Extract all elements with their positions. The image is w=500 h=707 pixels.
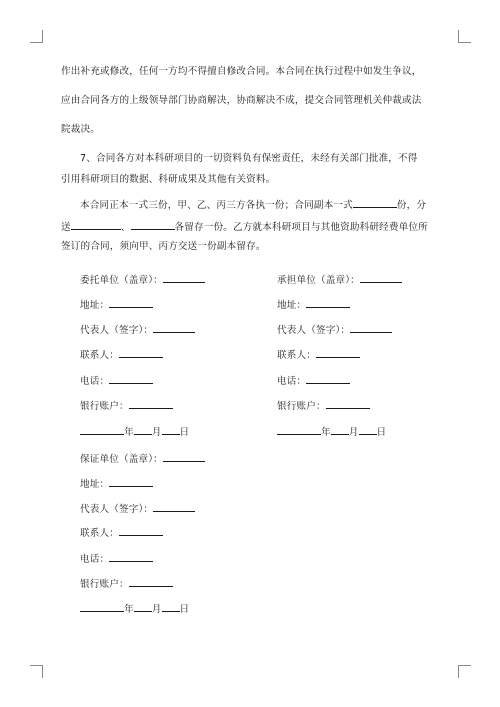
- month-label: 月: [151, 427, 162, 438]
- client-unit-blank[interactable]: [163, 272, 205, 283]
- day-label: 日: [376, 427, 387, 438]
- contractor-bank-row: [277, 398, 370, 413]
- guarantor-phone-blank[interactable]: [109, 551, 153, 562]
- guarantor-date-row: [80, 601, 189, 616]
- client-contact-blank[interactable]: [119, 347, 163, 358]
- crop-mark-bottom-left: [30, 665, 43, 678]
- contractor-contact-blank[interactable]: [316, 347, 360, 358]
- client-bank-blank[interactable]: [129, 398, 173, 409]
- client-phone-blank[interactable]: [109, 373, 153, 384]
- field-label: 电话：: [80, 376, 110, 387]
- field-label: 地址：: [80, 300, 110, 311]
- text-segment: 份，分: [396, 200, 427, 211]
- text-segment: 送: [61, 222, 71, 233]
- client-month-blank[interactable]: [134, 424, 152, 435]
- contractor-unit-blank[interactable]: [360, 272, 402, 283]
- field-label: 保证单位（盖章）：: [80, 454, 163, 465]
- crop-mark-top-left: [30, 30, 43, 43]
- guarantor-address-blank[interactable]: [109, 476, 153, 487]
- year-label: 年: [124, 427, 134, 438]
- contractor-address-row: [277, 297, 350, 312]
- year-label: 年: [321, 427, 331, 438]
- contractor-rep-blank[interactable]: [350, 322, 392, 333]
- field-label: 委托单位（盖章）：: [80, 275, 163, 286]
- field-label: 银行账户：: [80, 401, 129, 412]
- client-address-row: [80, 297, 153, 312]
- field-label: 联系人：: [80, 350, 119, 361]
- field-label: 电话：: [80, 554, 110, 565]
- contractor-address-blank[interactable]: [306, 297, 350, 308]
- paragraph-line: 院裁决。: [61, 124, 100, 135]
- client-date-row: [80, 424, 189, 439]
- guarantor-contact-row: [80, 525, 163, 540]
- text-segment: 、: [120, 222, 131, 233]
- day-label: 日: [179, 427, 190, 438]
- client-year-blank[interactable]: [80, 424, 124, 435]
- text-segment: 本合同正本一式三份，甲、乙、丙三方各执一份；合同副本一式: [80, 200, 353, 211]
- field-label: 地址：: [277, 300, 307, 311]
- guarantor-rep-row: [80, 501, 195, 516]
- field-label: 电话：: [277, 376, 307, 387]
- paragraph-line: 7、合同各方对本科研项目的一切资料负有保密责任，未经有关部门批准，不得: [80, 153, 418, 164]
- field-label: 承担单位（盖章）：: [277, 275, 360, 286]
- guarantor-phone-row: [80, 551, 153, 566]
- client-day-blank[interactable]: [162, 424, 180, 435]
- contractor-date-row: [277, 424, 386, 439]
- field-label: 联系人：: [277, 350, 316, 361]
- paragraph-line: [61, 219, 428, 234]
- field-label: 银行账户：: [277, 401, 326, 412]
- guarantor-rep-blank[interactable]: [153, 501, 195, 512]
- client-address-blank[interactable]: [109, 297, 153, 308]
- guarantor-contact-blank[interactable]: [119, 525, 163, 536]
- field-label: 银行账户：: [80, 579, 129, 590]
- contractor-bank-blank[interactable]: [326, 398, 370, 409]
- contractor-rep-row: [277, 322, 392, 337]
- guarantor-unit-blank[interactable]: [163, 451, 205, 462]
- contractor-contact-row: [277, 347, 360, 362]
- field-label: 地址：: [80, 479, 110, 490]
- contractor-day-blank[interactable]: [359, 424, 377, 435]
- month-label: 月: [348, 427, 359, 438]
- guarantor-month-blank[interactable]: [134, 601, 152, 612]
- client-contact-row: [80, 347, 163, 362]
- field-label: 联系人：: [80, 528, 119, 539]
- guarantor-day-blank[interactable]: [162, 601, 180, 612]
- guarantor-bank-blank[interactable]: [129, 576, 173, 587]
- field-label: 代表人（签字）：: [277, 325, 351, 336]
- crop-mark-top-right: [458, 30, 471, 43]
- field-label: 代表人（签字）：: [80, 504, 154, 515]
- paragraph-line: 引用科研项目的数据、科研成果及其他有关资料。: [61, 174, 276, 185]
- paragraph-line: 应由合同各方的上级领导部门协商解决，协商解决不成，提交合同管理机关仲裁或法: [61, 95, 422, 106]
- field-label: 代表人（签字）：: [80, 325, 154, 336]
- guarantor-bank-row: [80, 576, 173, 591]
- client-rep-row: [80, 322, 195, 337]
- paragraph-line: 签订的合同，须向甲、丙方交送一份副本留存。: [61, 241, 266, 252]
- day-label: 日: [179, 604, 190, 615]
- copies-count-blank[interactable]: [353, 197, 397, 208]
- contractor-year-blank[interactable]: [277, 424, 321, 435]
- paragraph-line: 作出补充或修改，任何一方均不得擅自修改合同。本合同在执行过程中如发生争议，: [61, 66, 422, 77]
- client-unit-row: [80, 272, 205, 287]
- client-phone-row: [80, 373, 153, 388]
- client-bank-row: [80, 398, 173, 413]
- recipient-1-blank[interactable]: [71, 219, 121, 230]
- recipient-2-blank[interactable]: [131, 219, 175, 230]
- crop-mark-bottom-right: [458, 665, 471, 678]
- guarantor-year-blank[interactable]: [80, 601, 124, 612]
- year-label: 年: [124, 604, 134, 615]
- text-segment: 各留存一份。乙方就本科研项目与其他资助科研经费单位所: [174, 222, 428, 233]
- client-rep-blank[interactable]: [153, 322, 195, 333]
- guarantor-unit-row: [80, 451, 205, 466]
- contractor-phone-blank[interactable]: [306, 373, 350, 384]
- paragraph-line: [80, 197, 426, 212]
- contractor-unit-row: [277, 272, 402, 287]
- contractor-month-blank[interactable]: [331, 424, 349, 435]
- month-label: 月: [151, 604, 162, 615]
- guarantor-address-row: [80, 476, 153, 491]
- contractor-phone-row: [277, 373, 350, 388]
